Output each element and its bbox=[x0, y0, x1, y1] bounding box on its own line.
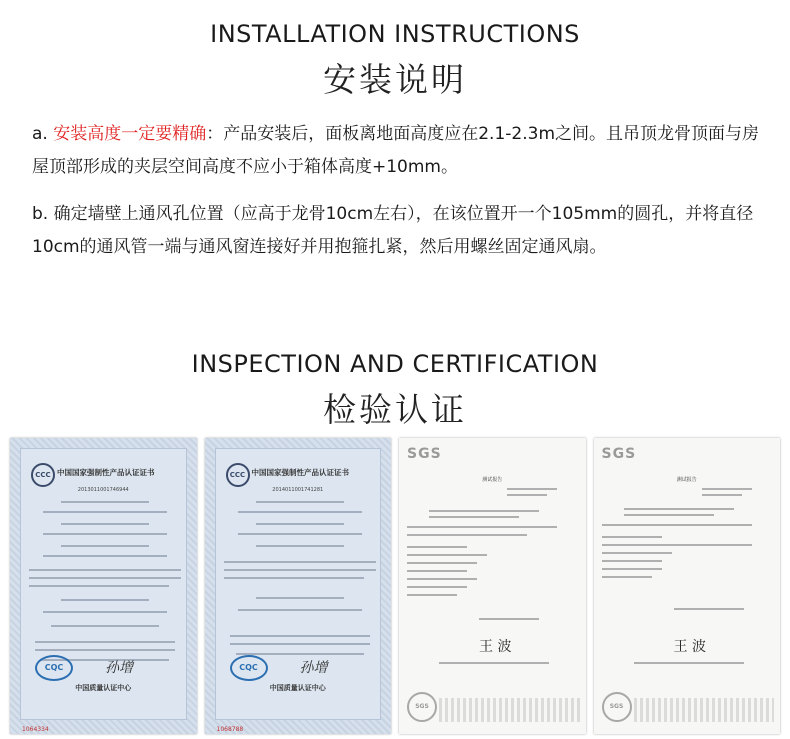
ccc-issuer: 中国质量认证中心 bbox=[269, 684, 326, 692]
installation-title-en: INSTALLATION INSTRUCTIONS bbox=[210, 20, 580, 48]
ccc-serial-number: 1068788 bbox=[216, 726, 244, 733]
sgs-seal-icon: SGS bbox=[602, 692, 632, 722]
ccc-logo-icon: CCC bbox=[226, 463, 250, 487]
certificate-gallery bbox=[10, 438, 780, 734]
item-a-highlight: 安装高度一定要精确 bbox=[53, 124, 207, 144]
sgs-report-2 bbox=[594, 438, 781, 734]
ccc-certificate-2 bbox=[205, 438, 392, 734]
inspection-title-en: INSPECTION AND CERTIFICATION bbox=[191, 350, 599, 378]
installation-title-cn: 安装说明 bbox=[323, 60, 467, 99]
sgs-logo-icon: SGS bbox=[601, 446, 637, 462]
cqc-logo-icon: CQC bbox=[35, 655, 73, 681]
sgs-report-title: 测试报告 bbox=[676, 477, 697, 483]
ccc-logo-icon: CCC bbox=[31, 463, 55, 487]
inspection-title-cn: 检验认证 bbox=[323, 390, 467, 429]
ccc-certificate-number: 2014011001741281 bbox=[272, 487, 324, 493]
ccc-certificate-title: 中国国家强制性产品认证证书 bbox=[57, 468, 155, 477]
item-a-prefix: a. bbox=[32, 124, 54, 144]
ccc-issuer: 中国质量认证中心 bbox=[75, 684, 132, 692]
sgs-logo-icon: SGS bbox=[407, 446, 442, 462]
cqc-logo-icon: CQC bbox=[230, 655, 268, 681]
instruction-item-a bbox=[32, 118, 772, 184]
ccc-certificate-number: 2013011001746944 bbox=[77, 487, 129, 493]
item-a-text: ：产品安装后，面板离地面高度应在2.1-2.3m之间。且吊顶龙骨顶面与房屋顶部形成的夹层空间高度不应小于箱体高度+10mm。 bbox=[32, 124, 759, 177]
sgs-signature: 王 波 bbox=[673, 639, 706, 655]
ccc-signature: 孙增 bbox=[105, 660, 133, 676]
sgs-seal-icon: SGS bbox=[407, 692, 437, 722]
ccc-serial-number: 1064334 bbox=[22, 726, 49, 733]
instruction-item-b: b. 确定墙壁上通风孔位置（应高于龙骨10cm左右），在该位置开一个105mm的圆孔，并将直径10cm的通风管一端与通风窗连接好并用抱箍扎紧，然后用螺丝固定通风扇。 bbox=[32, 204, 754, 257]
sgs-report-1 bbox=[399, 438, 586, 734]
ccc-signature: 孙增 bbox=[299, 660, 328, 676]
ccc-certificate-title: 中国国家强制性产品认证证书 bbox=[251, 468, 349, 477]
sgs-signature: 王 波 bbox=[479, 639, 512, 655]
ccc-certificate-1 bbox=[10, 438, 197, 734]
sgs-report-title: 测试报告 bbox=[482, 477, 503, 483]
